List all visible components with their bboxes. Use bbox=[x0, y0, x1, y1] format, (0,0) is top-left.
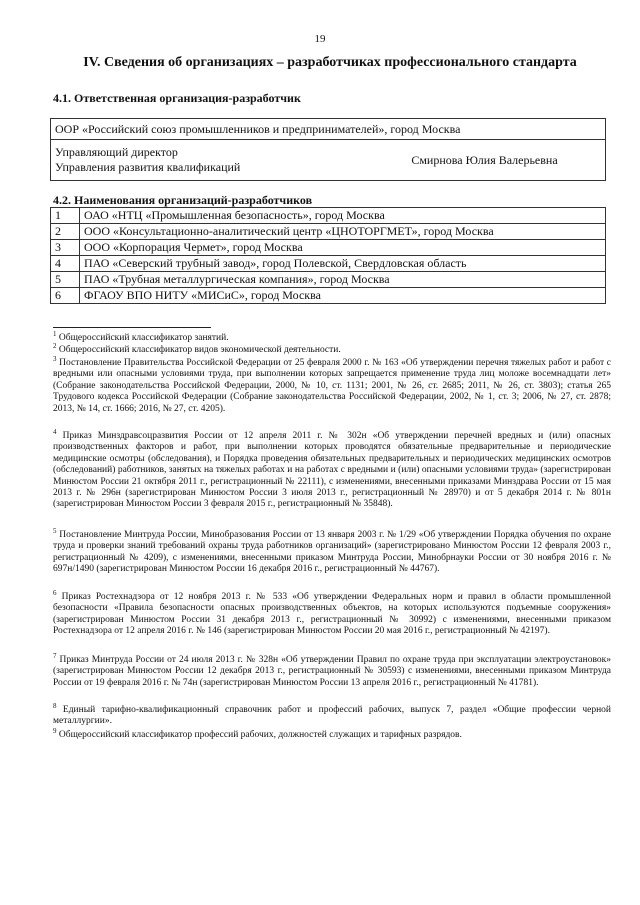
footnote-text: Общероссийский классификатор занятий. bbox=[58, 333, 229, 343]
footnote-text: Постановление Минтруда России, Минобразования России от 13 января 2003 г. № 1/29 «Об утверждении Порядка обучения по охране труда и проверки знаний требований охраны труда работников организаций» (зарегистрировано Минюстом России 12 февраля 2003 г., регистрационный № 4209), с изменениями, внесенными приказом Минтруда России, Минобрнауки России от 30 ноября 2016 г. № 697н/1490 (зарегистрирован Минюстом России 16 декабря 2016 г., регистрационный № 44767). bbox=[53, 530, 612, 575]
footnote-6 bbox=[53, 588, 611, 638]
footnote-text: Общероссийский классификатор профессий рабочих, должностей служащих и тарифных разрядов. bbox=[58, 730, 462, 740]
footnote-2 bbox=[53, 341, 611, 356]
developer-organizations-table bbox=[50, 207, 606, 304]
footnote-text: Постановление Правительства Российской Федерации от 25 февраля 2000 г. № 163 «Об утверждении перечня тяжелых работ и работ с вредными или опасными условиями труда, при выполнении которых запрещается применение труда лиц моложе восемнадцати лет» (Собрание законодательства Российской Федерации, 2000, № 10, ст. 1131; 2001, № 26, ст. 2685; 2011, № 26, ст. 3803); статья 265 Трудового кодекса Российской Федерации (Собрание законодательства Российской Федерации, 2002, № 1, ст. 3; 2006, № 27, ст. 2878; 2013, № 14, ст. 1666; 2016, № 27, ст. 4205). bbox=[53, 358, 612, 414]
director-position bbox=[51, 140, 365, 181]
subsection-heading-4-1: 4.1. Ответственная организация-разработчик bbox=[53, 91, 301, 105]
table-row bbox=[51, 272, 606, 288]
row-number: 4 bbox=[51, 256, 80, 272]
footnote-marker: 2 bbox=[53, 341, 57, 350]
director-position-line-1: Управляющий директор bbox=[55, 145, 178, 159]
footnote-marker: 6 bbox=[53, 588, 57, 597]
table-row bbox=[51, 256, 606, 272]
footnote-marker: 8 bbox=[53, 701, 57, 710]
footnote-marker: 4 bbox=[53, 427, 57, 436]
row-number: 1 bbox=[51, 208, 80, 224]
footnote-marker: 9 bbox=[53, 726, 57, 735]
row-number: 3 bbox=[51, 240, 80, 256]
footnote-8 bbox=[53, 701, 612, 728]
footnote-separator bbox=[53, 327, 211, 328]
director-position-line-2: Управления развития квалификаций bbox=[55, 160, 241, 174]
footnote-4 bbox=[53, 427, 611, 511]
responsible-organization-name: ООР «Российский союз промышленников и предпринимателей», город Москва bbox=[51, 119, 606, 140]
table-row bbox=[51, 208, 606, 224]
row-number: 2 bbox=[51, 224, 80, 240]
footnote-text: Приказ Минтруда России от 24 июля 2013 г. № 328н «Об утверждении Правил по охране труда при эксплуатации электроустановок» (зарегистрирован Минюстом России 12 декабря 2013 г., регистрационный № 30593) с изменениями, внесенными приказом Минтруда России от 19 февраля 2016 г. № 74н (зарегистрирован Минюстом России 13 апреля 2016 г., регистрационный № 41781). bbox=[53, 655, 611, 688]
responsible-organization-table bbox=[50, 118, 606, 181]
section-title: IV. Сведения об организациях – разработчиках профессионального стандарта bbox=[83, 55, 577, 70]
footnote-marker: 1 bbox=[53, 329, 57, 338]
footnote-9 bbox=[53, 726, 611, 741]
table-row bbox=[51, 288, 606, 304]
table-row bbox=[51, 240, 606, 256]
subsection-heading-4-2: 4.2. Наименования организаций-разработчиков bbox=[53, 193, 313, 207]
footnote-5 bbox=[53, 526, 612, 576]
organization-name: ПАО «Северский трубный завод», город Полевской, Свердловская область bbox=[80, 256, 606, 272]
footnote-text: Общероссийский классификатор видов экономической деятельности. bbox=[58, 345, 341, 355]
organization-name: ПАО «Трубная металлургическая компания», город Москва bbox=[80, 272, 606, 288]
row-number: 6 bbox=[51, 288, 80, 304]
footnote-marker: 3 bbox=[53, 354, 57, 363]
table-row bbox=[51, 224, 606, 240]
director-name: Смирнова Юлия Валерьевна bbox=[364, 140, 606, 181]
page-number: 19 bbox=[314, 33, 326, 45]
footnote-marker: 7 bbox=[53, 651, 57, 660]
footnote-3 bbox=[53, 354, 612, 415]
organization-name: ФГАОУ ВПО НИТУ «МИСиС», город Москва bbox=[80, 288, 606, 304]
organization-name: ООО «Консультационно-аналитический центр «ЦНОТОРГМЕТ», город Москва bbox=[80, 224, 606, 240]
organization-name: ООО «Корпорация Чермет», город Москва bbox=[80, 240, 606, 256]
footnote-marker: 5 bbox=[53, 526, 57, 535]
row-number: 5 bbox=[51, 272, 80, 288]
footnote-text: Приказ Минздравсоцразвития России от 12 апреля 2011 г. № 302н «Об утверждении перечней вредных и (или) опасных производственных факторов и работ, при выполнении которых проводятся обязательные предварительные и периодические медицинские осмотры (обследования), и Порядка проведения обязательных предварительных и периодических медицинских осмотров (обследований) работников, занятых на тяжелых работах и на работах с вредными и (или) опасными условиями труда» (зарегистрирован Минюстом России 21 октября 2011 г., регистрационный № 22111), с изменениями, внесенными приказами Минздрава России от 15 мая 2013 г. № 296н (зарегистрирован Минюстом России 3 июля 2013 г., регистрационный № 28970) и от 5 декабря 2014 г. № 801н (зарегистрирован Минюстом России 3 февраля 2015 г., регистрационный № 35848). bbox=[53, 431, 611, 510]
footnote-7 bbox=[53, 651, 611, 689]
footnote-1 bbox=[53, 329, 611, 344]
footnote-text: Единый тарифно-квалификационный справочник работ и профессий рабочих, выпуск 7, раздел «Общие профессии черной металлургии». bbox=[53, 705, 612, 727]
footnote-text: Приказ Ростехнадзора от 12 ноября 2013 г. № 533 «Об утверждении Федеральных норм и правил в области промышленной безопасности «Правила безопасности опасных производственных объектов, на которых используются подъемные сооружения» (зарегистрирован Минюстом России 31 декабря 2013 г., регистрационный № 30992) с изменениями, внесенными приказом Ростехнадзора от 12 апреля 2016 г. № 146 (зарегистрирован Минюстом России 20 мая 2016 г., регистрационный № 42197). bbox=[53, 592, 611, 637]
organization-name: ОАО «НТЦ «Промышленная безопасность», город Москва bbox=[80, 208, 606, 224]
